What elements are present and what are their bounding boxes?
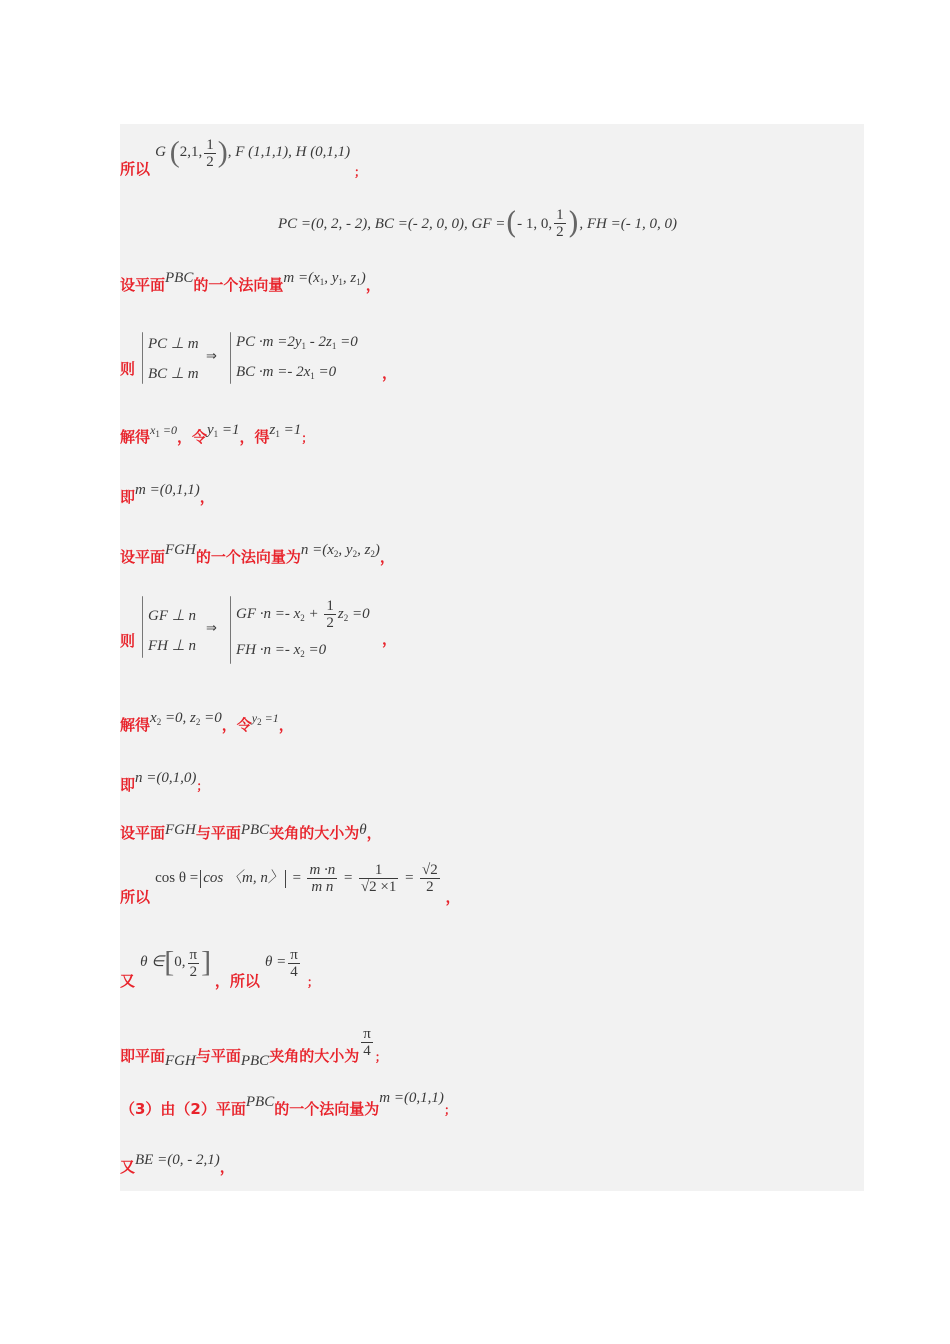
fraction-num: 1 bbox=[556, 207, 564, 223]
bc-dot-m: BC ·m =- 2x bbox=[236, 364, 311, 380]
label-angle: 夹角的大小为 bbox=[269, 1047, 360, 1065]
plane-fgh: FGH bbox=[165, 1053, 196, 1069]
comma: ， bbox=[382, 630, 398, 648]
fraction-num: π bbox=[363, 1026, 371, 1042]
label-ling: ，令 bbox=[221, 716, 252, 734]
m-close: ) bbox=[360, 270, 366, 286]
z1: z bbox=[269, 422, 276, 438]
brace-left bbox=[142, 596, 143, 658]
cos-theta-eq: cos θ = bbox=[155, 869, 199, 886]
paren-close: ) bbox=[567, 206, 580, 241]
comma: ， bbox=[445, 887, 461, 906]
m-result: m =(0,1,1) bbox=[379, 1090, 444, 1106]
label-suoyi: 所以 bbox=[120, 887, 151, 906]
eq-gf-perp-n: GF ⊥ n bbox=[148, 608, 197, 624]
fraction-den: 2 bbox=[556, 224, 564, 240]
plane-pbc: PBC bbox=[165, 270, 194, 286]
m-eq: m =(x bbox=[283, 270, 320, 286]
fraction-num: m ·n bbox=[309, 862, 336, 878]
eq-one: =1 bbox=[261, 711, 279, 725]
point-g-coords: 2,1, bbox=[179, 144, 203, 161]
label-angle: 夹角的大小为 bbox=[269, 824, 360, 842]
paren-open: ( bbox=[505, 206, 518, 241]
label-you: 又 bbox=[120, 972, 136, 991]
x1-eq: x1 =0 bbox=[150, 423, 177, 439]
comma: ， bbox=[219, 1158, 235, 1176]
line-system-n bbox=[120, 590, 420, 670]
equals: = bbox=[291, 869, 302, 886]
line-n-result bbox=[120, 770, 209, 795]
theta-eq: θ = bbox=[264, 954, 287, 971]
point-g-letter: G bbox=[155, 144, 166, 161]
fraction-mn bbox=[307, 862, 337, 895]
label-ji: 即 bbox=[120, 488, 136, 506]
pc-dot-m: PC ·m =2y bbox=[236, 334, 302, 350]
line-solve-m bbox=[120, 422, 314, 447]
minus-2z: - 2z bbox=[306, 334, 332, 350]
n-result: n =(0,1,0) bbox=[135, 770, 197, 786]
paren-close: ) bbox=[217, 136, 228, 169]
eq-zero: =0 bbox=[159, 423, 177, 437]
implies-arrow: ⇒ bbox=[206, 620, 217, 635]
brace-right bbox=[230, 332, 231, 384]
line-normal-fgh bbox=[120, 542, 395, 567]
label-suoyi: 所以 bbox=[120, 160, 151, 179]
implies-arrow: ⇒ bbox=[206, 348, 217, 363]
fraction-den: 2 bbox=[326, 615, 334, 631]
fraction-num: 1 bbox=[359, 862, 398, 879]
eq-bc-perp-m: BC ⊥ m bbox=[148, 366, 199, 382]
n-close: ) bbox=[374, 542, 380, 558]
math-vectors-c: , FH =(- 1, 0, 0) bbox=[579, 216, 677, 232]
comma: ， bbox=[382, 364, 398, 382]
theta-value bbox=[264, 946, 302, 980]
semicolon: ； bbox=[443, 1103, 456, 1117]
paren-open: ( bbox=[169, 136, 180, 169]
math-m-def: $m =(x_1$, $y_1$, $z_1$) bbox=[283, 270, 366, 287]
x1: x bbox=[150, 423, 156, 437]
eq-zero: =0 bbox=[314, 364, 337, 380]
label-de: ，得 bbox=[239, 428, 270, 446]
semicolon: ； bbox=[306, 975, 319, 990]
brace-left bbox=[142, 332, 143, 384]
points-f-h: , F (1,1,1), H (0,1,1) bbox=[227, 144, 351, 161]
fraction-num: √2 bbox=[422, 862, 438, 878]
gf-dot-n: GF ·n =- x bbox=[236, 605, 301, 622]
line-conclusion-angle bbox=[120, 1022, 387, 1069]
comma: ， bbox=[199, 488, 215, 506]
fraction-den: 4 bbox=[290, 963, 298, 980]
comma: ， bbox=[365, 276, 381, 294]
comma: ， bbox=[278, 716, 294, 734]
fh-dot-n: FH ·n =- x bbox=[236, 642, 301, 658]
label-you: 又 bbox=[120, 1158, 136, 1176]
z1-eq: $z_1 =1$ bbox=[269, 422, 302, 439]
line-part3 bbox=[120, 1090, 456, 1119]
line-m-result bbox=[120, 482, 215, 507]
label-part3: （3）由（2）平面 bbox=[120, 1100, 246, 1118]
eq-fh-dot-n: FH $\cdot n =- x_2 =0$ bbox=[236, 642, 327, 659]
plane-pbc: PBC bbox=[245, 1094, 275, 1110]
comma: ， bbox=[379, 548, 395, 566]
fraction-sqrt bbox=[359, 862, 398, 895]
plane-fgh: FGH bbox=[165, 822, 196, 838]
fraction-half bbox=[204, 137, 216, 170]
z2: z bbox=[337, 605, 344, 622]
y2-eq: y2 =1 bbox=[251, 711, 279, 727]
line-cos-theta bbox=[120, 852, 461, 908]
label-normal: 的一个法向量 bbox=[193, 276, 284, 294]
line-theta-range bbox=[120, 936, 319, 991]
semicolon: ； bbox=[353, 165, 366, 180]
fraction-den: m n bbox=[311, 879, 334, 895]
label-ji: 即 bbox=[120, 776, 136, 794]
y1: y bbox=[206, 422, 214, 438]
eq-bc-dot-m: BC $\cdot m =- 2x_1 =0$ bbox=[236, 364, 337, 381]
solution-panel bbox=[120, 124, 864, 1191]
line-be-vector bbox=[120, 1152, 235, 1177]
comma: ， bbox=[366, 824, 382, 842]
fraction-den: 2 bbox=[426, 879, 434, 895]
eq-gf-dot-n: GF $\cdot n =- x_2$ + $\frac{1}{2}$ $z_2 =0$ bbox=[236, 598, 370, 631]
eq-pc-perp-m: PC ⊥ m bbox=[148, 336, 199, 352]
m-z: , z bbox=[342, 270, 357, 286]
semicolon: ； bbox=[301, 431, 314, 445]
plane-fgh: FGH bbox=[165, 542, 196, 558]
line-angle-def bbox=[120, 822, 382, 843]
label-ze: 则 bbox=[120, 360, 136, 378]
eq-zero: =0 bbox=[348, 605, 370, 622]
eq-one: =1 bbox=[218, 422, 240, 438]
label-normal: 的一个法向量为 bbox=[274, 1100, 380, 1118]
be-vector: BE =(0, - 2,1) bbox=[135, 1152, 220, 1168]
eq-zero: =0 bbox=[200, 710, 222, 726]
equals: = bbox=[343, 869, 354, 886]
plane-pbc: PBC bbox=[240, 1053, 270, 1069]
x2: x bbox=[150, 710, 157, 726]
line-vectors bbox=[278, 206, 677, 241]
solve-x2-z2: $x_2 =0$, $z_2 =0$ bbox=[150, 710, 222, 727]
math-point-g bbox=[155, 136, 354, 170]
plus: + bbox=[304, 605, 323, 622]
cos-mn: cos 〈m, n〉 bbox=[203, 869, 283, 886]
label-ling: ，令 bbox=[176, 428, 207, 446]
eq-zero: =0 bbox=[304, 642, 327, 658]
fraction-half bbox=[554, 207, 566, 240]
eq-zero: =0 bbox=[336, 334, 358, 350]
m-result: m =(0,1,1) bbox=[135, 482, 200, 498]
math-vectors-a: PC =(0, 2, - 2), BC =(- 2, 0, 0), GF = bbox=[278, 216, 506, 232]
fraction-result bbox=[420, 862, 440, 895]
plane-pbc: PBC bbox=[240, 822, 270, 838]
fraction-half bbox=[324, 598, 336, 631]
m-y: , y bbox=[324, 270, 339, 286]
math-vectors-b: - 1, 0, bbox=[517, 216, 553, 232]
line-coordinates bbox=[120, 132, 366, 180]
label-sheping: 设平面 bbox=[120, 824, 166, 842]
fraction-num: 1 bbox=[206, 136, 214, 153]
fraction-num: 1 bbox=[326, 598, 334, 614]
z2-mid: =0, z bbox=[161, 710, 196, 726]
line-normal-pbc bbox=[120, 270, 381, 295]
fraction-den: √2 ×1 bbox=[360, 879, 397, 895]
n-z: , z bbox=[357, 542, 371, 558]
label-sheping: 设平面 bbox=[120, 548, 166, 566]
equals: = bbox=[404, 869, 415, 886]
math-n-def: $n =(x_2$, $y_2$, $z_2$) bbox=[300, 542, 380, 559]
bracket-open: [ bbox=[164, 946, 175, 979]
label-sheping: 设平面 bbox=[120, 276, 166, 294]
y1-eq: $y_1 =1$ bbox=[206, 422, 240, 439]
fraction-num: π bbox=[189, 946, 198, 963]
line-solve-n bbox=[120, 710, 294, 735]
fraction-den: 2 bbox=[189, 963, 198, 980]
fraction-num: π bbox=[290, 946, 298, 963]
label-jiping: 即平面 bbox=[120, 1047, 166, 1065]
eq-fh-perp-n: FH ⊥ n bbox=[148, 638, 197, 654]
label-yuping: 与平面 bbox=[195, 824, 241, 842]
label-normal: 的一个法向量为 bbox=[195, 548, 301, 566]
label-suoyi: ，所以 bbox=[214, 972, 260, 991]
n-eq: n =(x bbox=[300, 542, 334, 558]
fraction-pi-2 bbox=[188, 947, 200, 980]
theta-in: θ ∈ bbox=[140, 954, 165, 971]
bracket-close: ] bbox=[201, 946, 212, 979]
label-jiede: 解得 bbox=[120, 716, 151, 734]
theta-range bbox=[140, 946, 215, 980]
semicolon: ； bbox=[196, 779, 209, 793]
fraction-den: 4 bbox=[363, 1043, 371, 1059]
eq-one: =1 bbox=[279, 422, 302, 438]
range-zero: 0, bbox=[174, 954, 186, 971]
fraction-pi-4 bbox=[288, 947, 300, 980]
y2: y bbox=[251, 711, 258, 725]
label-ze: 则 bbox=[120, 632, 136, 650]
semicolon: ； bbox=[374, 1050, 387, 1064]
theta: θ bbox=[359, 822, 367, 838]
eq-pc-dot-m: PC $\cdot m =2y_1 - 2z_1 =0$ bbox=[236, 334, 358, 351]
label-jiede: 解得 bbox=[120, 428, 151, 446]
label-yuping: 与平面 bbox=[195, 1047, 241, 1065]
line-system-m bbox=[120, 328, 420, 388]
n-y: , y bbox=[338, 542, 353, 558]
fraction-pi-4 bbox=[361, 1026, 373, 1059]
brace-right bbox=[230, 596, 231, 664]
fraction-den: 2 bbox=[206, 153, 214, 170]
